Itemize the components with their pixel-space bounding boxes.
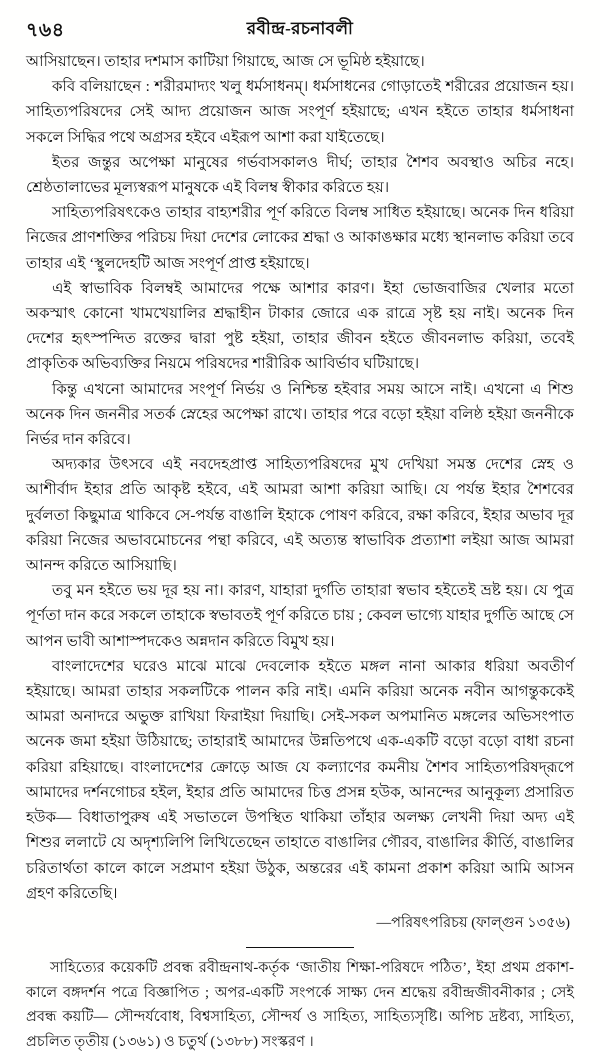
paragraph: কিন্তু এখনো আমাদের সংপূর্ণ নির্ভয় ও নিশ্চিন্ত হইবার সময় আসে নাই। এখনো এ শিশু অনেক দিন জননীর সতর্ক স্নেহের অপেক্ষা রাখে। তাহার পরে বড়ো হইয়া বলিষ্ঠ হইয়া জননীকে নির্ভর দান করিবে। bbox=[26, 381, 574, 449]
body-text bbox=[26, 50, 574, 907]
footnote bbox=[26, 956, 574, 1054]
paragraph: অদ্যকার উৎসবে এই নবদেহপ্রাপ্ত সাহিত্যপরিষদের মুখ দেখিয়া সমস্ত দেশের স্নেহ ও আশীর্বাদ ইহার প্রতি আকৃষ্ট হইবে, এই আমরা আশা করিয়া আছি। যে পর্যন্ত ইহার শৈশবের দুর্বলতা কিছুমাত্র থাকিবে সে-পর্যন্ত বাঙালি ইহাকে পোষণ করিবে, রক্ষা করিবে, ইহার অভাব দূর করিয়া নিজের অভাবমোচনের পন্থা করিবে, এই অত্যন্ত স্বাভাবিক প্রত্যাশা লইয়া আজ আমরা আনন্দ করিতে আসিয়াছি। bbox=[26, 457, 574, 575]
paragraph: তবু মন হইতে ভয় দূর হয় না। কারণ, যাহারা দুর্গতি তাহারা স্বভাব হইতেই ভ্রষ্ট হয়। যে পুত্র পূর্ণতা দান করে সকলে তাহাকে স্বভাবতই পূর্ণ করিতে চায় ; কেবল ভাগ্যে যাহার দুর্গতি আছে সে আপন ভাবী আশাস্পদকেও অন্নদান করিতে বিমুখ হয়। bbox=[26, 583, 574, 650]
paragraph: বাংলাদেশের ঘরেও মাঝে মাঝে দেবলোক হইতে মঙ্গল নানা আকার ধরিয়া অবতীর্ণ হইয়াছে। আমরা তাহার সকলটিকে পালন করি নাই। এমনি করিয়া অনেক নবীন আগন্তুককেই আমরা অনাদরে অভুক্ত রাখিয়া ফিরাইয়া দিয়াছি। সেই-সকল অপমানিত মঙ্গলের অভিসংপাত অনেক জমা হইয়া উঠিয়াছে; তাহারাই আমাদের উন্নতিপথে এক-একটি বড়ো বড়ো বাধা রচনা করিয়া রহিয়াছে। বাংলাদেশের ক্রোড়ে আজ যে কল্যাণের কমনীয় শৈশব সাহিত্যপরিষদ্‌রূপে আমাদের দর্শনগোচর হইল, ইহার প্রতি আমাদের চিত্ত প্রসন্ন হউক, আনন্দের আনুকূল্য প্রসারিত হউক— বিধাতাপুরুষ এই সভাতলে উপস্থিত থাকিয়া তাঁহার অলক্ষ্য লেখনী দিয়া অদ্য এই শিশুর ললাটে যে অদৃশ্যলিপি লিখিতেছেন তাহাতে বাঙালির গৌরব, বাঙালির কীর্তি, বাঙালির চরিতার্থতা কালে কালে সপ্রমাণ হইয়া উঠুক, অন্তরের এই কামনা প্রকাশ করিয়া আমি আসন গ্রহণ করিতেছি। bbox=[26, 658, 574, 902]
paragraph: কবি বলিয়াছেন : শরীরমাদ্যং খলু ধর্মসাধনম্‌। ধর্মসাধনের গোড়াতেই শরীরের প্রয়োজন হয়। সাহিত্যপরিষদের সেই আদ্য প্রয়োজন আজ সংপূর্ণ হইয়াছে; এখন হইতে তাহার ধর্মসাধনা সকলে সিদ্ধির পথে অগ্রসর হইবে এইরূপ আশা করা যাইতেছে। bbox=[26, 79, 574, 146]
page-number: ৭৬৪ bbox=[26, 20, 65, 41]
footnote-paragraph: সাহিত্যের কয়েকটি প্রবন্ধ রবীন্দ্রনাথ-কর্তৃক ‘জাতীয় শিক্ষা-পরিষদে পঠিত’, ইহা প্রথম প্রকাশ-কালে বঙ্গদর্শন পত্রে বিজ্ঞাপিত ; অপর-একটি সংপর্কে সাক্ষ্য দেন শ্রদ্ধেয় রবীন্দ্রজীবনীকার ; সেই প্রবন্ধ কয়টি— সৌন্দর্যবোধ, বিশ্বসাহিত্য, সৌন্দর্য ও সাহিত্য, সাহিত্যসৃষ্টি। অপিচ দ্রষ্টব্য, সাহিত্য, প্রচলিত তৃতীয় (১৩৬১) ও চতুর্থ (১৩৮৮) সংস্করণ । bbox=[26, 960, 574, 1050]
page-title: রবীন্দ্র-রচনাবলী bbox=[246, 19, 354, 38]
footnote-divider bbox=[246, 947, 354, 948]
page-header bbox=[26, 16, 574, 46]
paragraph: সাহিত্যপরিষৎকেও তাহার বাহ্যশরীর পূর্ণ করিতে বিলম্ব সাধিত হইয়াছে। অনেক দিন ধরিয়া নিজের প্রাণশক্তির পরিচয় দিয়া দেশের লোকের শ্রদ্ধা ও আকাঙক্ষার মধ্যে স্থানলাভ করিয়া তবে তাহার এই ‘স্থুলদেহটি আজ সংপূর্ণ প্রাপ্ত হইয়াছে। bbox=[26, 205, 574, 272]
paragraph: ইতর জন্তুর অপেক্ষা মানুষের গর্ভবাসকালও দীর্ঘ; তাহার শৈশব অবস্থাও অচির নহে। শ্রেষ্ঠতালাভের মূল্যস্বরূপ মানুষকে এই বিলম্ব স্বীকার করিতে হয়। bbox=[26, 154, 574, 197]
paragraph: এই স্বাভাবিক বিলম্বই আমাদের পক্ষে আশার কারণ। ইহা ভোজবাজির খেলার মতো অকস্মাৎ কোনো খামখেয়ালির শ্রদ্ধাহীন টাকার জোরে এক রাত্রে সৃষ্ট হয় নাই। অনেক দিন দেশের হৃৎস্পন্দিত রক্তের দ্বারা পুষ্ট হইয়া, তাহার জীবন হইতে জীবনলাভ করিয়া, তবেই প্রাকৃতিক অভিব্যক্তির নিয়মে পরিষদের শারীরিক আবির্ভাব ঘটিয়াছে। bbox=[26, 280, 574, 373]
source-attribution: —পরিষৎপরিচয় (ফাল্গুন ১৩৫৬) bbox=[376, 914, 570, 931]
paragraph: আসিয়াছেন। তাহার দশমাস কাটিয়া গিয়াছে, আজ সে ভূমিষ্ঠ হইয়াছে। bbox=[26, 54, 425, 70]
